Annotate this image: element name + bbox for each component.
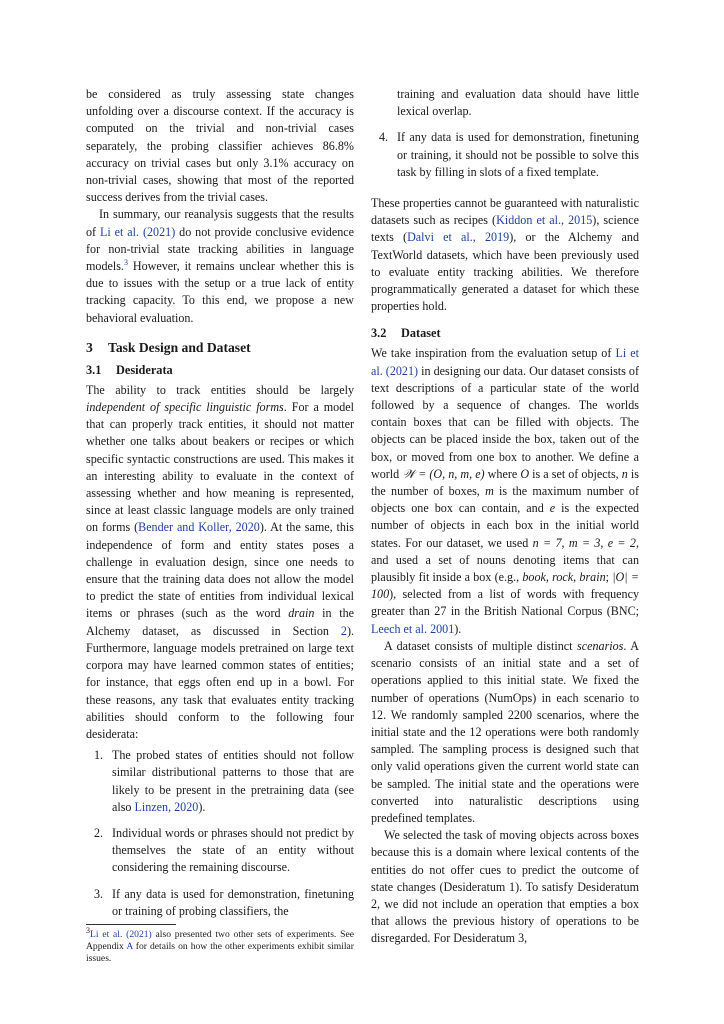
footnote: $^3$Li et al. (2021) also presented two other sets of experiments. See Appendix A for details on how the other experiments exhibit similar issues.	[86, 925, 354, 964]
paragraph: In summary, our reanalysis suggests that the results of Li et al. (2021) do not provide conclusive evidence for non-trivial state tracking abilities in language models.$^3$ However, it remains unclear whether this is due to issues with the setup or a true lack of entity tracking capacity. To this end, we propose a new behavioral evaluation.	[86, 207, 355, 325]
desiderata-list	[86, 747, 354, 920]
desiderata-list-continued	[371, 86, 639, 181]
citation-link[interactable]: Li et al. (2021)	[90, 928, 152, 940]
right-column	[371, 86, 639, 948]
paragraph: A dataset consists of multiple distinct scenarios. A scenario consists of an initial state and a set of operations applied to this initial state. We fixed the number of operations (NumOps) in each scenario to 12. We randomly sampled 2200 scenarios, where the initial state and the 12 operations were both randomly sampled. The sampling process is designed such that only valid operations given the current world state can be sampled. The initial state and the operations were converted into naturalistic descriptions using predefined templates.	[371, 638, 639, 825]
list-item: 3. If any data is used for demonstration, finetuning or training of probing classifiers, the	[94, 886, 354, 918]
section-heading: 3 Task Design and Dataset	[86, 339, 251, 355]
paragraph: We take inspiration from the evaluation setup of Li et al. (2021) in designing our data. Our dataset consists of text descriptions of a particular state of the world followed by a sequence of changes. The worlds contain boxes that can be filled with objects. The objects can be placed inside the box, taken out of the box, or moved from one box to another. We define a world 𝒲 = (O, n, m, e) where O is a set of objects, n is the number of boxes, m is the maximum number of objects one box can contain, and e is the expected number of objects in each box in the initial world states. For our dataset, we used n = 7, m = 3, e = 2, and used a set of nouns denoting items that can plausibly fit inside a box (e.g., book, rock, brain; |O| = 100), selected from a list of words with frequency greater than 27 in the British National Corpus (BNC; Leech et al. 2001).	[371, 346, 639, 636]
paragraph: We selected the task of moving objects across boxes because this is a domain where lexical contents of the entities do not offer cues to predict the outcome of state changes (Desideratum 1). To satisfy Desideratum 2, we did not include an operation that empties a box that allows the previous history of operations to be disregarded. For Desideratum 3,	[371, 828, 639, 946]
subsection-heading: 3.2 Dataset	[371, 326, 441, 341]
citation-link[interactable]: Li et al. (2021)	[371, 346, 639, 378]
list-item: 2. Individual words or phrases should not predict by themselves the state of an entity without considering the remaining discourse.	[94, 825, 354, 875]
list-item: training and evaluation data should have little lexical overlap.	[397, 87, 639, 119]
footnote-marker[interactable]: 3	[123, 258, 128, 267]
citation-link[interactable]: Kiddon et al., 2015	[496, 213, 593, 228]
paragraph: The ability to track entities should be largely independent of specific linguistic forms. For a model that can properly track entities, it should not matter whether one talks about beakers or recipes or which specific syntactic constructions are used. This makes it an interesting ability to evaluate in the context of assessing whether and how meaning is represented, since at least classic language models are only trained on forms (Bender and Koller, 2020). At the same, this independence of form and entity states poses a challenge in evaluation design, since one needs to ensure that the training data does not allow the model to predict the state of entities from individual lexical items or phrases (such as the word drain in the Alchemy dataset, as discussed in Section 2). Furthermore, language models pretrained on large text corpora may have learned common states of entities; for instance, that eggs often end up in a bowl. For these reasons, any task that evaluates entity tracking abilities should conform to the following four desiderata:	[86, 382, 355, 741]
citation-link[interactable]: Bender and Koller, 2020	[138, 520, 260, 535]
section-link[interactable]: 2	[340, 623, 347, 638]
list-item: 4. If any data is used for demonstration, finetuning or training, it should not be possible to solve this task by filling in slots of a fixed template.	[379, 130, 639, 179]
footnote-divider	[86, 924, 176, 925]
list-item: 1. The probed states of entities should not follow similar distributional patterns to those that are likely to be present in the pretraining data (see also Linzen, 2020).	[94, 748, 354, 814]
citation-link[interactable]: Dalvi et al., 2019	[407, 230, 510, 245]
appendix-link[interactable]: A	[126, 940, 133, 952]
citation-link[interactable]: Leech et al. 2001	[371, 621, 455, 636]
subsection-heading: 3.1 Desiderata	[86, 362, 173, 377]
paragraph: be considered as truly assessing state changes unfolding over a discourse context. If the accuracy is computed on the trivial and non-trivial cases separately, the probing classifier achieves 86.8% accuracy on trivial cases but only 3.1% accuracy on non-trivial cases, showing that most of the reported success derives from the trivial cases.	[86, 87, 354, 205]
citation-link[interactable]: Li et al. (2021)	[100, 224, 176, 239]
citation-link[interactable]: Linzen, 2020	[134, 799, 199, 814]
left-column	[86, 86, 354, 965]
paragraph: These properties cannot be guaranteed with naturalistic datasets such as recipes (Kiddon et al., 2015), science texts (Dalvi et al., 2019), or the Alchemy and TextWorld datasets, which have been previously used to evaluate entity tracking abilities. We therefore programmatically generated a dataset for which these properties hold.	[371, 196, 640, 314]
